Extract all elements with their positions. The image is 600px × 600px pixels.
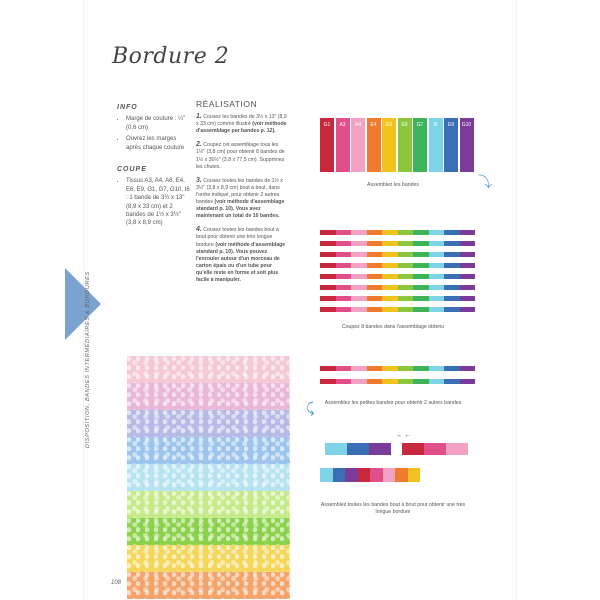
join-block [370,468,383,482]
strip-segment [413,379,429,384]
strip-segment [367,230,383,235]
strip-segment [336,252,352,257]
fabric-label: G10 [461,122,472,128]
strip-segment [398,230,414,235]
fabric-label: E9 [401,122,408,128]
down-arrow-icon: ⤹ [306,400,315,416]
strip-segment [367,263,383,268]
page-title: Bordure 2 [112,44,230,69]
strip-segment [320,230,336,235]
strip-segment [413,230,429,235]
strip-segment [444,230,460,235]
strip-segment [413,241,429,246]
join-block [369,443,391,455]
strip-segment [413,263,429,268]
strip-segment [429,379,445,384]
fabric-row [127,518,290,545]
strip-segment [382,230,398,235]
strip-segment [382,263,398,268]
caption-small: Assemblez les petites bandes pour obtenir 2 autres bandes [324,400,462,406]
fabric-label: G1 [323,122,331,128]
strip-segment [382,366,398,371]
join-block [383,468,396,482]
strip-segment [320,366,336,371]
strip-segment [398,366,414,371]
down-arrow-icon: ⤵ [478,174,492,190]
fabric-strip-e6 [382,118,396,172]
fabric-row [127,491,290,518]
strip-segment [351,366,367,371]
fabric-strip-e4 [367,118,381,172]
strip-segment [429,274,445,279]
fabric-label: A4 [354,122,362,128]
strip-segment [320,263,336,268]
strip-segment [336,366,352,371]
strip-segment [460,379,476,384]
strip-segment [351,263,367,268]
coupe-heading: COUPE [117,166,147,173]
strip-segment [382,307,398,312]
strip-segment [398,263,414,268]
join-arrows-icon: → ← [395,432,411,439]
fabric-strip-e9 [444,118,458,172]
strip-segment [398,307,414,312]
strip-segment [320,296,336,301]
strip-segment [336,263,352,268]
strip-segment [398,379,414,384]
fabric-row [127,437,290,464]
strip-segment [460,263,476,268]
step-3: 3. Cousez toutes les bandes de 1½ x 3½" (3,8 x 8,9 cm) bout à bout, dans l'ordre indiqué, pour obtenir 2 autres bandes (voir méthode d'assemblage standard p. 10). Vous avez maintenant un total de 10 bandes. [196,176,285,220]
info-item: • Marge de couture : ¼" (0,6 cm) [126,115,187,132]
strip-segment [429,252,445,257]
strip-segment [336,379,352,384]
strip-segment [367,285,383,290]
strip-segment [398,252,414,257]
caption-cut: Coupez 8 bandes dans l'assemblage obtenu [341,324,445,330]
strip-segment [429,307,445,312]
fabric-strip-g1 [320,118,334,172]
caption-long: Assemblez toutes les bandes bout à bout pour obtenir une très longue bordure [320,502,466,515]
strip-segment [336,307,352,312]
fabric-row [127,410,290,437]
strip-segment [460,230,476,235]
strip-segment [444,307,460,312]
fabric-border-photo [127,356,290,600]
strip-segment [351,241,367,246]
strip-segment [444,252,460,257]
strip-segment [367,379,383,384]
strip-segment [429,366,445,371]
strip-segment [460,285,476,290]
strip-segment [429,263,445,268]
strip-segment [444,296,460,301]
strip-segment [444,285,460,290]
fabric-strip-g7 [413,118,427,172]
strip-segment [398,285,414,290]
strip-segment [413,285,429,290]
fabric-strip-g10 [460,118,474,172]
strip-segment [460,241,476,246]
strip-segment [382,252,398,257]
fabric-corner-decoration [65,268,101,340]
strip-segment [429,296,445,301]
join-block [333,468,346,482]
fabric-label: I6 [433,122,438,128]
strip-segment [351,379,367,384]
side-chapter-text: DISPOSITION, BANDES INTERMÉDIAIRES & BORDURES [85,271,91,448]
strip-segment [320,379,336,384]
join-block [446,443,468,455]
info-item: • Ouvrez les marges après chaque couture [126,135,187,152]
strip-segment [351,285,367,290]
strip-segment [320,252,336,257]
strip-segment [413,274,429,279]
strip-segment [351,252,367,257]
strip-segment [367,307,383,312]
strip-segment [336,274,352,279]
strip-segment [382,379,398,384]
strip-segment [444,274,460,279]
strip-segment [413,366,429,371]
fabric-row [127,572,290,599]
strip-segment [429,230,445,235]
join-block [345,468,358,482]
strip-segment [382,296,398,301]
join-block [347,443,369,455]
strip-segment [382,274,398,279]
join-block [402,443,424,455]
strip-segment [413,307,429,312]
coupe-item: • Tissus A3, A4, A6, E4, E6, E9, G1, G7, G10, I6 : 1 bande de 3½ x 13" (8,9 x 33 cm) et 2 bandes de 1½ x 3½" (3,8 x 8,9 cm) [126,177,191,227]
strip-segment [336,230,352,235]
strip-segment [320,241,336,246]
fabric-row [127,545,290,572]
fabric-strip-a3 [336,118,350,172]
strip-segment [320,285,336,290]
join-block [424,443,446,455]
strip-segment [336,241,352,246]
strip-segment [336,296,352,301]
join-block [325,443,347,455]
realisation-heading: RÉALISATION [196,99,258,109]
strip-segment [460,366,476,371]
fabric-label: E9 [447,122,455,128]
join-block [408,468,421,482]
strip-segment [444,241,460,246]
step-1: 1. Cousez les bandes de 3½ x 13" (8,9 x 33 cm) comme illustré (voir méthode d'assemblage par bandes p. 12). [196,113,287,135]
strip-segment [413,252,429,257]
strip-segment [351,274,367,279]
fabric-label: G7 [416,122,424,128]
strip-segment [351,230,367,235]
strip-segment [382,285,398,290]
strip-segment [429,241,445,246]
strip-segment [367,296,383,301]
strip-segment [382,241,398,246]
strip-segment [336,285,352,290]
join-block [320,468,333,482]
fabric-label: A3 [339,122,346,128]
step-4: 4. Cousez toutes les bandes bout à bout pour obtenir une très longue bordure (voir méthode d'assemblage standard p. 10). Vous pouvez l'enrouler autour d'un morceau de carton épais ou d'un tube pour qu'elle reste en forme et soit plus facile à manipuler. [196,226,286,283]
strip-segment [460,307,476,312]
join-block [395,468,408,482]
strip-segment [367,241,383,246]
fabric-row [127,383,290,410]
strip-segment [460,296,476,301]
fabric-row [127,356,290,383]
caption-assemble: Assemblez les bandes [367,182,419,188]
strip-segment [413,296,429,301]
strip-segment [367,366,383,371]
fabric-strip-e9 [398,118,412,172]
info-heading: INFO [117,104,138,111]
strip-segment [429,285,445,290]
strip-segment [444,366,460,371]
realisation-section [196,101,288,290]
fabric-label: E6 [385,122,393,128]
fabric-strip-a4 [351,118,365,172]
fabric-label: E4 [370,122,377,128]
page-number: 108 [111,580,122,586]
strip-segment [398,296,414,301]
strip-segment [351,296,367,301]
fabric-strip-i6 [429,118,443,172]
fabric-row [127,464,290,491]
strip-segment [367,274,383,279]
join-block [358,468,371,482]
step-2: 2. Coupez cet assemblage tous les 1½" (3,8 cm) pour obtenir 8 bandes de 1½ x 30½" (3,8 x 77,5 cm). Supprimez les chutes. [196,141,285,170]
coupe-section [117,166,191,231]
strip-segment [460,274,476,279]
strip-segment [398,241,414,246]
strip-segment [367,252,383,257]
strip-segment [444,379,460,384]
strip-segment [320,274,336,279]
strip-segment [320,307,336,312]
strip-segment [460,252,476,257]
strip-segment [444,263,460,268]
strip-segment [398,274,414,279]
strip-segment [351,307,367,312]
info-section [117,104,187,155]
